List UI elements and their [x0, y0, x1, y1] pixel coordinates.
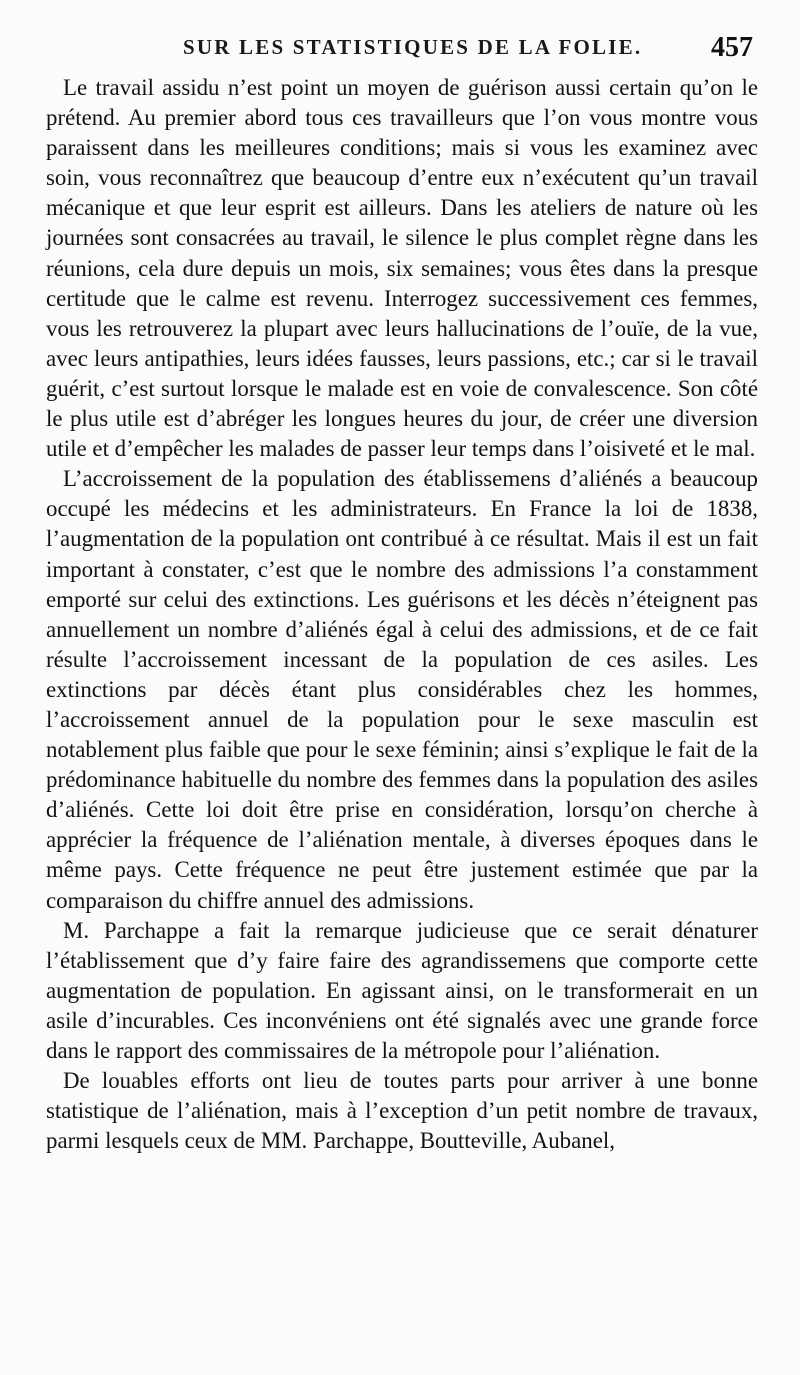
paragraph-work-therapy: Le travail assidu n’est point un moyen de guérison aussi certain qu’on le prétend. Au premier abord tous ces travailleurs que l’on vous montre vous paraissent dans les meilleures conditions; mais si vous les examinez avec soin, vous reconnaîtrez que beaucoup d’entre eux n’exécutent qu’un travail mécanique et que leur esprit est ailleurs. Dans les ateliers de nature où les journées sont consacrées au travail, le silence le plus complet règne dans les réunions, cela dure depuis un mois, six semaines; vous êtes dans la presque certitude que le calme est revenu. Interrogez successivement ces femmes, vous les retrouverez la plupart avec leurs hallucinations de l’ouïe, de la vue, avec leurs antipathies, leurs idées fausses, leurs passions, etc.; car si le travail guérit, c’est surtout lorsque le malade est en voie de convalescence. Son côté le plus utile est d’abréger les longues heures du jour, de créer une diversion utile et d’empêcher les malades de passer leur temps dans l’oisiveté et le mal. [46, 75, 758, 462]
page-body [46, 73, 758, 1156]
page-header [0, 34, 800, 74]
paragraph-population-growth: L’accroissement de la population des établissemens d’aliénés a beaucoup occupé les médecins et les administrateurs. En France la loi de 1838, l’augmentation de la population ont contribué à ce résultat. Mais il est un fait important à constater, c’est que le nombre des admissions l’a constamment emporté sur celui des extinctions. Les guérisons et les décès n’éteignent pas annuellement un nombre d’aliénés égal à celui des admissions, et de ce fait résulte l’accroissement incessant de la population de ces asiles. Les extinctions par décès étant plus considérables chez les hommes, l’accroissement annuel de la population pour le sexe masculin est notablement plus faible que pour le sexe féminin; ainsi s’explique le fait de la prédominance habituelle du nombre des femmes dans la population des asiles d’aliénés. Cette loi doit être prise en considération, lorsqu’on cherche à apprécier la fréquence de l’aliénation mentale, à diverses époques dans le même pays. Cette fréquence ne peut être justement estimée que par la comparaison du chiffre annuel des admissions. [46, 466, 758, 913]
paragraph-parchappe-remark: M. Parchappe a fait la remarque judicieuse que ce serait dénaturer l’établissement que d’y faire faire des agrandissemens que comporte cette augmentation de population. En agissant ainsi, on le transformerait en un asile d’incurables. Ces inconvéniens ont été signalés avec une grande force dans le rapport des commissaires de la métropole pour l’aliénation. [46, 917, 758, 1063]
paragraph-statistics-efforts: De louables efforts ont lieu de toutes parts pour arriver à une bonne statistique de l’aliénation, mais à l’exception d’un petit nombre de travaux, parmi lesquels ceux de MM. Parchappe, Boutteville, Aubanel, [46, 1068, 758, 1154]
running-title: SUR LES STATISTIQUES DE LA FOLIE. [183, 35, 643, 59]
page-number: 457 [711, 32, 753, 63]
